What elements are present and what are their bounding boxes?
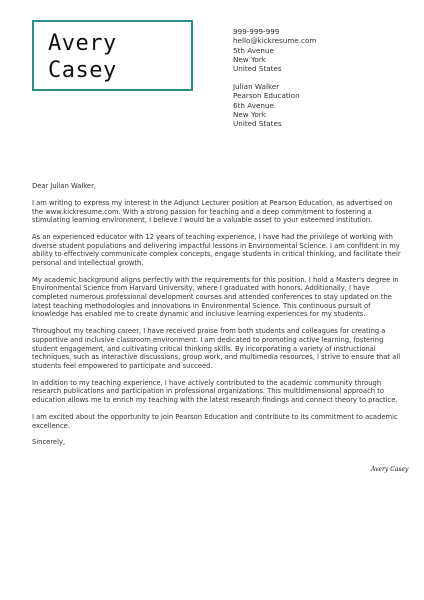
sender-contact xyxy=(233,27,316,73)
recipient-name: Julian Walker xyxy=(233,82,280,91)
recipient-city: New York xyxy=(233,109,266,119)
paragraph: As an experienced educator with 12 years of teaching experience, I have had the privilege of working with diverse student populations and delivering impactful lessons in Environmental Science. I am confident in my ability to effectively communicate complex concepts, engage students in critical thinking, and facilitate their personal and intellectual growth. xyxy=(32,233,401,267)
paragraph: My academic background aligns perfectly with the requirements for this position. I hold a Master's degree in Environmental Science from Harvard University, where I graduated with honors. Additionally, I have completed numerous professional development courses and attended conferences to stay updated on the latest teaching methodologies and innovations in Environmental Science. This continuous pursuit of knowledge has enabled me to create dynamic and inclusive learning experiences for my students. xyxy=(32,275,399,319)
recipient-address xyxy=(233,82,300,128)
recipient-country: United States xyxy=(233,119,282,129)
sender-city: New York xyxy=(233,54,266,64)
paragraph: I am writing to express my interest in the Adjunct Lecturer position at Pearson Education, as advertised on the www.kickresume.com. With a strong passion for teaching and a deep commitment to fostering a stimulating learning environment, I believe I would be a valuable asset to your esteemed institution. xyxy=(32,198,393,225)
paragraph: I am excited about the opportunity to join Pearson Education and contribute to its commitment to academic excellence. xyxy=(32,412,398,430)
name-box xyxy=(32,20,193,91)
sender-country: United States xyxy=(233,64,282,74)
last-name: Casey xyxy=(48,58,117,83)
recipient-street: 6th Avenue xyxy=(233,100,274,110)
first-name: Avery xyxy=(48,31,117,56)
greeting: Dear Julian Walker, xyxy=(32,182,96,190)
paragraph: Throughout my teaching career, I have received praise from both students and colleagues for creating a supportive and inclusive classroom environment. I am dedicated to promoting active learning, fostering student engagement, and cultivating critical thinking skills. By incorporating a variety of instructional techniques, such as interactive discussions, group work, and multimedia resources, I strive to ensure that all students feel empowered to participate and succeed. xyxy=(32,327,401,370)
recipient-company: Pearson Education xyxy=(233,91,300,101)
sender-email: hello@kickresume.com xyxy=(233,36,317,46)
sender-phone: 999-999-999 xyxy=(233,27,280,36)
sender-street: 5th Avenue xyxy=(233,45,274,55)
closing: Sincerely, xyxy=(32,438,66,447)
signature: Avery Casey xyxy=(371,466,409,473)
letter-body xyxy=(32,182,404,455)
paragraph: In addition to my teaching experience, I have actively contributed to the academic community through research publications and participation in professional organizations. This multidimensional approach to education allows me to enrich my teaching with the latest research findings and connect theory to practice. xyxy=(32,378,398,405)
